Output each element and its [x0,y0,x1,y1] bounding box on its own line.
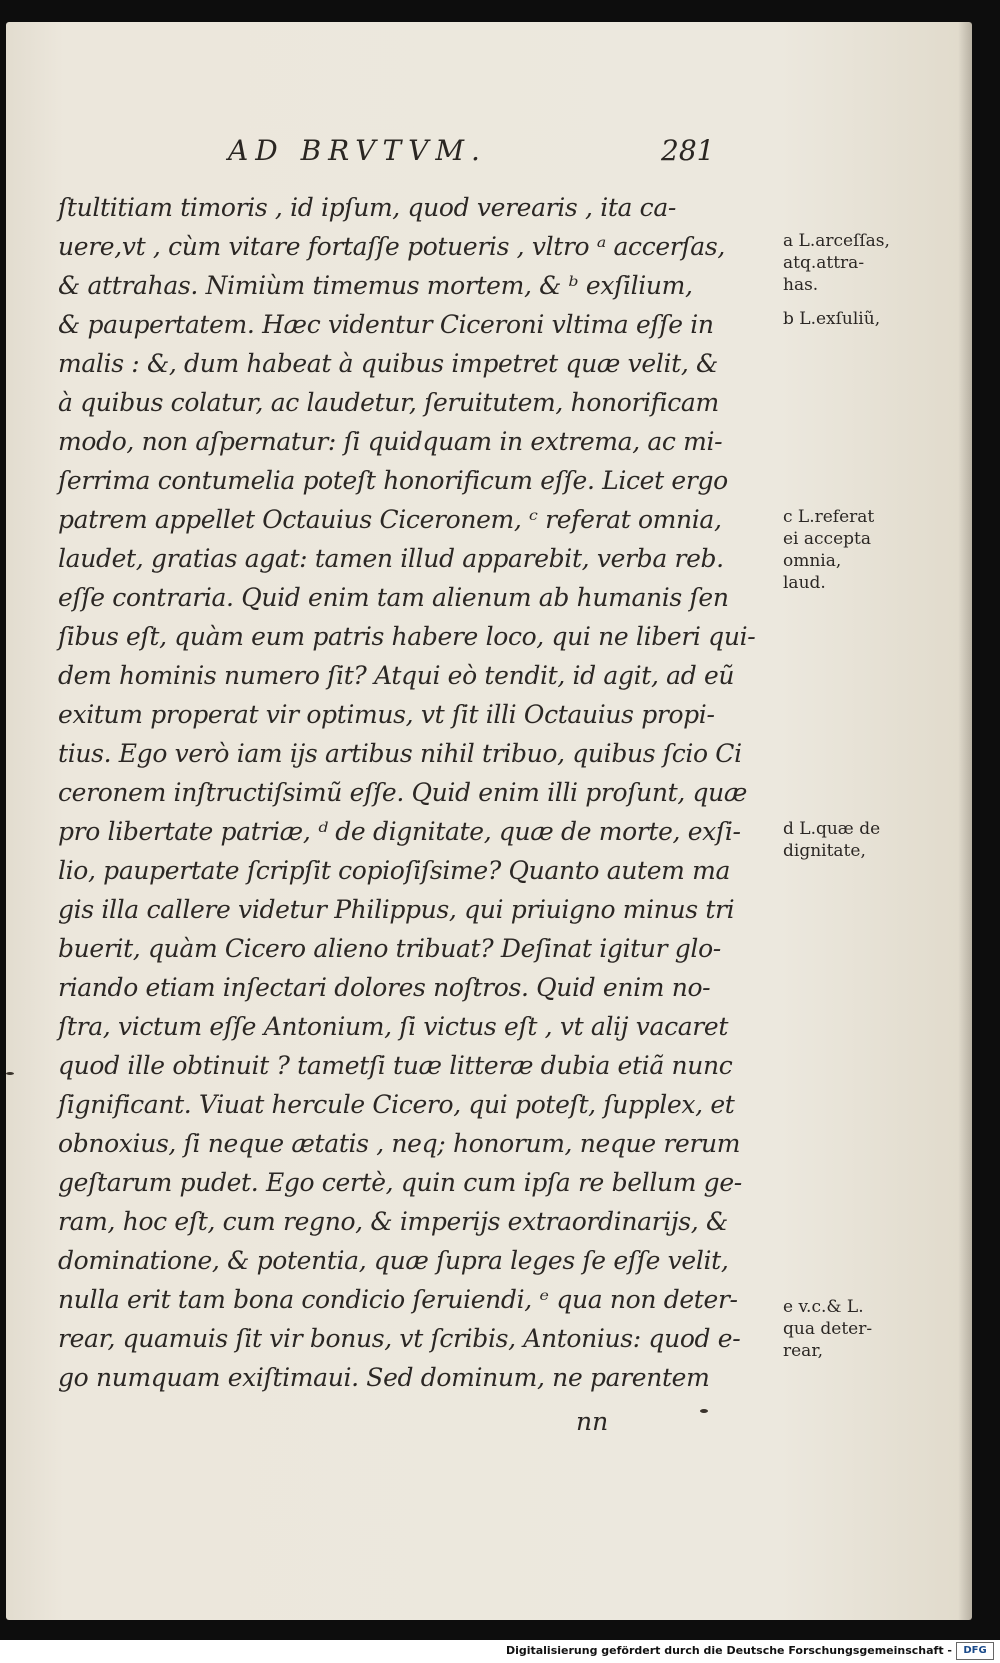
page-number: 281 [661,134,715,167]
dfg-logo: DFG [956,1642,994,1660]
note-line: omnia, [783,551,842,571]
text-line: ſtra, victum eſſe Antonium, ſi victus eſt , vt alij vacaret [58,1012,729,1041]
footer-bar [0,1640,1000,1663]
text-line: ſerrima contumelia poteſt honorificum eſſe. Licet ergo [58,466,728,495]
running-head [6,126,972,174]
text-line: à quibus colatur, ac laudetur, ſeruitutem, honorificam [58,388,719,417]
text-line: modo, non aſpernatur: ſi quidquam in extrema, ac mi- [58,427,723,456]
text-line: rear, quamuis ſit vir bonus, vt ſcribis, Antonius: quod e- [58,1324,741,1353]
text-line: geſtarum pudet. Ego certè, quin cum ipſa re bellum ge- [58,1168,742,1197]
text-line: buerit, quàm Cicero alieno tribuat? Deſinat igitur glo- [58,934,721,963]
note-line: rear, [783,1341,823,1361]
note-line: ei accepta [783,529,871,549]
note-line: laud. [783,573,826,593]
header-title: AD BRVTVM. [228,134,487,167]
text-line: ſtultitiam timoris , id ipſum, quod verearis , ita ca- [58,193,676,222]
text-line: lio, paupertate ſcripſit copioſiſsime? Quanto autem ma [58,856,731,885]
text-line: ſibus eſt, quàm eum patris habere loco, qui ne liberi qui- [58,622,756,651]
text-line: exitum properat vir optimus, vt ſit illi Octauius propi- [58,700,715,729]
text-line: laudet, gratias agat: tamen illud apparebit, verba reb. [58,544,724,573]
note-line: has. [783,275,819,295]
text-line: tius. Ego verò iam ijs artibus nihil tribuo, quibus ſcio Ci [58,739,742,768]
text-line: dominatione, & potentia, quæ ſupra leges ſe eſſe velit, [58,1246,729,1275]
note-line: d L.quæ de [783,819,881,839]
note-line: dignitate, [783,841,866,861]
book-page [6,22,972,1620]
text-line: ceronem inſtructiſsimũ eſſe. Quid enim illi proſunt, quæ [58,778,748,807]
text-line: & attrahas. Nimiùm timemus mortem, & ᵇ exſilium, [58,271,693,300]
margin-note-c [783,506,874,594]
ink-speck [700,1409,708,1413]
margin-note-a [783,230,890,296]
note-line: b L.exſuliũ, [783,309,881,329]
note-line: a L.arceſſas, [783,231,890,251]
text-line: riando etiam inſectari dolores noſtros. Quid enim no- [58,973,711,1002]
note-line: qua deter- [783,1319,873,1339]
margin-note-d [783,818,880,862]
text-line: ſignificant. Viuat hercule Cicero, qui poteſt, ſupplex, et [58,1090,735,1119]
margin-note-e [783,1296,872,1362]
margin-note-b [783,308,880,330]
text-line: obnoxius, ſi neque ætatis , neq; honorum, neque rerum [58,1129,741,1158]
text-line: quod ille obtinuit ? tametſi tuæ litteræ dubia etiã nunc [58,1051,733,1080]
note-line: c L.referat [783,507,875,527]
text-line: nulla erit tam bona condicio ſeruiendi, ᵉ qua non deter- [58,1285,738,1314]
catchword: nn [576,1407,609,1436]
text-line: go numquam exiſtimaui. Sed dominum, ne parentem [58,1363,710,1392]
text-line: dem hominis numero ſit? Atqui eò tendit, id agit, ad eũ [58,661,735,690]
note-line: e v.c.& L. [783,1297,864,1317]
footer-text: Digitalisierung gefördert durch die Deutsche Forschungsgemeinschaft - [505,1644,952,1657]
text-line: ram, hoc eſt, cum regno, & imperijs extraordinarijs, & [58,1207,728,1236]
text-line: eſſe contraria. Quid enim tam alienum ab humanis ſen [58,583,729,612]
text-line: uere,vt , cùm vitare fortaſſe potueris , vltro ᵃ accerſas, [58,232,725,261]
ink-speck [6,1072,14,1075]
text-line: gis illa callere videtur Philippus, qui priuigno minus tri [58,895,735,924]
text-line: malis : &, dum habeat à quibus impetret quæ velit, & [58,349,718,378]
page-edge-shadow [958,22,972,1620]
text-line: & paupertatem. Hæc videntur Ciceroni vltima eſſe in [58,310,714,339]
text-line: pro libertate patriæ, ᵈ de dignitate, quæ de morte, exſi- [58,817,741,846]
body-text [58,188,890,1397]
note-line: atq.attra- [783,253,865,273]
text-line: patrem appellet Octauius Ciceronem, ᶜ referat omnia, [58,505,722,534]
